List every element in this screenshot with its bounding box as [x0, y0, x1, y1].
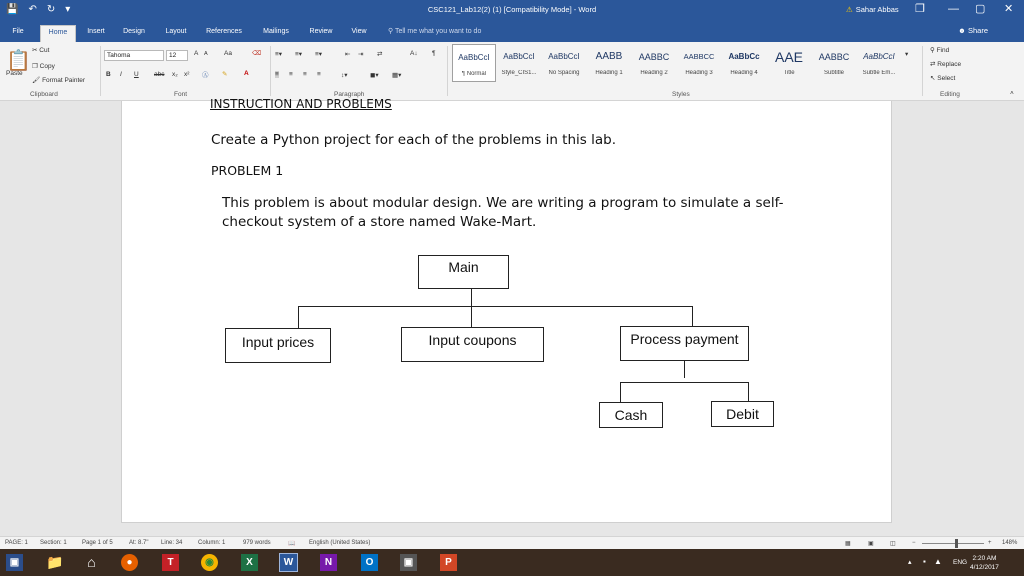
style-name: Subtle Em... — [862, 70, 896, 76]
status-page-of[interactable]: Page 1 of 5 — [82, 540, 113, 546]
superscript-button[interactable]: x² — [184, 71, 190, 78]
ribbon-separator — [270, 46, 271, 96]
onenote-icon[interactable]: N — [320, 554, 337, 571]
section-heading: INSTRUCTION AND PROBLEMS — [210, 97, 392, 111]
borders-icon[interactable]: ▦▾ — [392, 72, 402, 79]
share-label: Share — [967, 26, 988, 35]
proofing-icon[interactable]: 📖 — [288, 541, 296, 547]
connector-line — [471, 306, 472, 328]
connector-line — [298, 306, 693, 307]
document-area — [0, 97, 1024, 536]
align-center-icon[interactable]: ≡ — [289, 71, 293, 78]
connector-line — [620, 382, 748, 383]
file-explorer-icon[interactable]: 📁 — [46, 554, 64, 570]
excel-icon[interactable]: X — [241, 554, 258, 571]
style-preview: AaBbCcI — [503, 52, 535, 61]
search-icon: ⚲ — [930, 47, 937, 54]
strikethrough-button[interactable]: abc — [154, 71, 165, 78]
problem-title: PROBLEM 1 — [211, 163, 284, 178]
chrome-icon[interactable]: ◉ — [201, 554, 218, 571]
replace-label: Replace — [937, 61, 962, 68]
tab-layout[interactable]: Layout — [165, 28, 187, 35]
text-direction-icon[interactable]: ⇄ — [377, 51, 383, 58]
multilevel-list-icon[interactable]: ≡▾ — [315, 51, 323, 58]
outlook-icon[interactable]: O — [361, 554, 378, 571]
shrink-font-button[interactable]: A — [204, 51, 208, 57]
connector-line — [684, 361, 685, 378]
ribbon — [0, 42, 1024, 101]
tray-expand-icon[interactable]: ▴ — [908, 559, 912, 566]
paste-icon[interactable]: 📋 — [6, 50, 31, 72]
align-right-icon[interactable]: ≡ — [303, 71, 307, 78]
tab-home[interactable]: Home — [40, 25, 76, 42]
document-page[interactable] — [121, 97, 892, 523]
redo-icon[interactable]: ↻ — [46, 4, 56, 15]
ribbon-separator — [100, 46, 101, 96]
save-icon[interactable]: 💾 — [6, 4, 19, 15]
warning-icon: ⚠ — [846, 5, 853, 14]
language-indicator[interactable]: ENG — [953, 559, 968, 566]
style-name: Heading 3 — [685, 70, 713, 76]
style-preview: AABBC — [638, 52, 670, 62]
style-heading-2[interactable] — [632, 44, 676, 82]
scissors-icon: ✂ — [32, 47, 40, 54]
replace-button[interactable] — [930, 60, 961, 68]
status-at[interactable]: At: 8.7" — [129, 540, 149, 546]
style-preview: AABB — [595, 51, 623, 62]
font-color-button[interactable]: A — [244, 70, 249, 77]
chart-node-debit: Debit — [711, 401, 774, 427]
highlight-icon[interactable]: ✎ — [222, 71, 228, 78]
decrease-indent-icon[interactable]: ⇤ — [345, 51, 351, 58]
ribbon-separator — [922, 46, 923, 96]
copy-label: Copy — [39, 63, 55, 70]
shading-icon[interactable]: ◼▾ — [370, 72, 379, 79]
clipboard-group-label: Clipboard — [30, 91, 58, 98]
tab-view[interactable]: View — [351, 28, 367, 35]
style-preview: AaBbCcI — [548, 52, 580, 61]
style-preview: AAE — [774, 50, 803, 64]
print-layout-icon[interactable]: ▣ — [868, 541, 874, 547]
style-preview: AaBbCcI — [458, 53, 490, 62]
style-name: No Spacing — [548, 70, 580, 76]
style-preview: AABBCC — [683, 52, 715, 61]
connector-line — [298, 306, 299, 328]
connector-line — [620, 382, 621, 402]
editing-group-label: Editing — [940, 91, 960, 98]
font-name-select[interactable]: Tahoma — [104, 50, 164, 61]
style-name: ¶ Normal — [461, 71, 487, 77]
chart-node-process-payment: Process payment — [620, 326, 749, 361]
font-size-select[interactable]: 12 — [166, 50, 188, 61]
window-title: CSC121_Lab12(2) (1) [Compatibility Mode] - Word — [427, 5, 597, 14]
cursor-icon: ↖ — [930, 75, 938, 82]
replace-icon: ⇄ — [930, 61, 938, 68]
read-mode-icon[interactable]: ▦ — [845, 541, 851, 547]
style-cis1[interactable] — [497, 44, 541, 82]
paragraph-group-label: Paragraph — [334, 91, 365, 98]
web-layout-icon[interactable]: ◫ — [890, 541, 896, 547]
customize-icon[interactable]: ▾ — [65, 4, 71, 15]
connector-line — [471, 289, 472, 306]
style-preview: AABBC — [818, 52, 850, 62]
chart-node-input-prices: Input prices — [225, 328, 331, 363]
network-icon[interactable]: ▪ — [923, 557, 926, 566]
zoom-slider[interactable] — [922, 543, 984, 544]
style-name: Style_CIS1... — [501, 70, 537, 76]
ribbon-tabs — [0, 21, 1024, 42]
style-name: Subtitle — [823, 70, 844, 76]
brush-icon: 🖌 — [32, 77, 43, 84]
chart-node-input-coupons: Input coupons — [401, 327, 544, 362]
tab-mailings[interactable]: Mailings — [263, 28, 289, 35]
collapse-ribbon-icon[interactable]: ˄ — [1010, 90, 1014, 97]
style-name: Heading 1 — [595, 70, 623, 76]
styles-scroll-icon[interactable]: ▾ — [905, 51, 909, 58]
powerpoint-icon[interactable]: P — [440, 554, 457, 571]
taskbar — [0, 549, 1024, 576]
tell-me-text: Tell me what you want to do — [394, 28, 482, 35]
style-normal[interactable] — [452, 44, 496, 82]
signal-icon[interactable]: ▲ — [934, 557, 942, 566]
tab-references[interactable]: References — [206, 28, 242, 35]
user-account[interactable] — [846, 5, 899, 14]
word-icon[interactable]: W — [280, 554, 297, 571]
text-effects-icon[interactable]: Ⓐ — [202, 72, 209, 79]
style-subtitle[interactable] — [812, 44, 856, 82]
app-t-icon[interactable]: T — [162, 554, 179, 571]
connector-line — [748, 382, 749, 401]
copy-button[interactable] — [32, 62, 55, 70]
tab-review[interactable]: Review — [309, 28, 333, 35]
tab-design[interactable]: Design — [123, 28, 145, 35]
minimize-button[interactable]: — — [948, 3, 959, 15]
chart-node-main: Main — [418, 255, 509, 289]
firefox-icon[interactable]: ● — [121, 554, 138, 571]
zoom-level[interactable]: 148% — [1002, 540, 1018, 546]
status-page[interactable]: PAGE: 1 — [5, 540, 28, 546]
copy-icon: ❐ — [32, 63, 40, 70]
style-preview: AaBbCcI — [863, 52, 895, 61]
system-clock[interactable] — [970, 554, 999, 572]
zoom-in-icon[interactable]: + — [988, 540, 992, 546]
status-section[interactable]: Section: 1 — [40, 540, 67, 546]
user-name: Sahar Abbas — [855, 5, 899, 14]
chart-node-cash: Cash — [599, 402, 663, 428]
status-line[interactable]: Line: 34 — [161, 540, 183, 546]
font-group-label: Font — [174, 91, 188, 98]
tab-file[interactable]: File — [12, 28, 24, 35]
status-column[interactable]: Column: 1 — [198, 540, 226, 546]
task-view-icon[interactable]: ▣ — [6, 554, 23, 571]
sort-button[interactable]: A↓ — [410, 50, 418, 57]
underline-button[interactable]: U — [134, 71, 139, 78]
grow-font-button[interactable]: A — [194, 50, 199, 57]
home-icon[interactable]: ⌂ — [87, 554, 96, 570]
style-name: Heading 4 — [730, 70, 758, 76]
style-name: Heading 2 — [640, 70, 668, 76]
bold-button[interactable]: B — [106, 71, 111, 78]
increase-indent-icon[interactable]: ⇥ — [358, 51, 364, 58]
tab-insert[interactable]: Insert — [87, 28, 105, 35]
style-heading-1[interactable] — [587, 44, 631, 82]
style-no-spacing[interactable] — [542, 44, 586, 82]
bullets-icon[interactable]: ≡▾ — [275, 51, 283, 58]
status-bar — [0, 536, 1024, 549]
ribbon-display-options-button[interactable]: ❐ — [915, 3, 925, 15]
status-word-count[interactable]: 979 words — [243, 540, 271, 546]
select-label: Select — [937, 75, 956, 82]
close-button[interactable]: ✕ — [1004, 3, 1014, 15]
title-bar — [0, 0, 1024, 21]
undo-icon[interactable]: ↶ — [28, 4, 37, 15]
format-painter-button[interactable] — [32, 76, 85, 84]
align-left-icon[interactable]: ≡ — [275, 71, 279, 78]
zoom-out-icon[interactable]: − — [912, 540, 916, 546]
style-heading-4[interactable] — [722, 44, 766, 82]
intro-paragraph: Create a Python project for each of the problems in this lab. — [211, 132, 616, 148]
clock-time: 2:20 AM — [972, 555, 997, 562]
style-subtle-emphasis[interactable] — [857, 44, 901, 82]
ribbon-separator — [447, 46, 448, 96]
problem-text-line-2: checkout system of a store named Wake-Mart. — [222, 214, 537, 230]
lightbulb-icon: ⚲ — [388, 28, 395, 35]
styles-group-label: Styles — [672, 91, 690, 98]
subscript-button[interactable]: x₂ — [172, 71, 178, 78]
image-viewer-icon[interactable]: ▣ — [400, 554, 417, 571]
clear-formatting-icon[interactable]: ⌫ — [252, 50, 262, 57]
line-spacing-icon[interactable]: ↕▾ — [341, 72, 348, 79]
style-title[interactable] — [767, 44, 811, 82]
connector-line — [692, 306, 693, 326]
show-formatting-button[interactable]: ¶ — [432, 50, 436, 57]
numbering-icon[interactable]: ≡▾ — [295, 51, 303, 58]
zoom-slider-thumb[interactable] — [955, 539, 958, 548]
tell-me-box[interactable] — [388, 27, 481, 35]
style-preview: AaBbCc — [728, 52, 760, 61]
status-language[interactable]: English (United States) — [309, 540, 371, 546]
problem-text-line-1: This problem is about modular design. We are writing a program to simulate a self- — [222, 195, 784, 211]
paste-button[interactable]: Paste — [6, 70, 23, 77]
share-icon: ☻ — [958, 26, 968, 35]
cut-button[interactable] — [32, 46, 49, 54]
italic-button[interactable]: I — [120, 71, 122, 78]
format-painter-label: Format Painter — [42, 77, 86, 84]
style-heading-3[interactable] — [677, 44, 721, 82]
style-name: Title — [783, 70, 795, 76]
maximize-button[interactable]: ▢ — [975, 3, 986, 15]
clock-date: 4/12/2017 — [970, 564, 999, 571]
find-button[interactable] — [930, 46, 949, 54]
select-button[interactable] — [930, 74, 955, 82]
justify-icon[interactable]: ≡ — [317, 71, 321, 78]
find-label: Find — [936, 47, 950, 54]
change-case-button[interactable]: Aa — [224, 50, 232, 57]
cut-label: Cut — [39, 47, 50, 54]
share-button[interactable] — [958, 26, 988, 35]
